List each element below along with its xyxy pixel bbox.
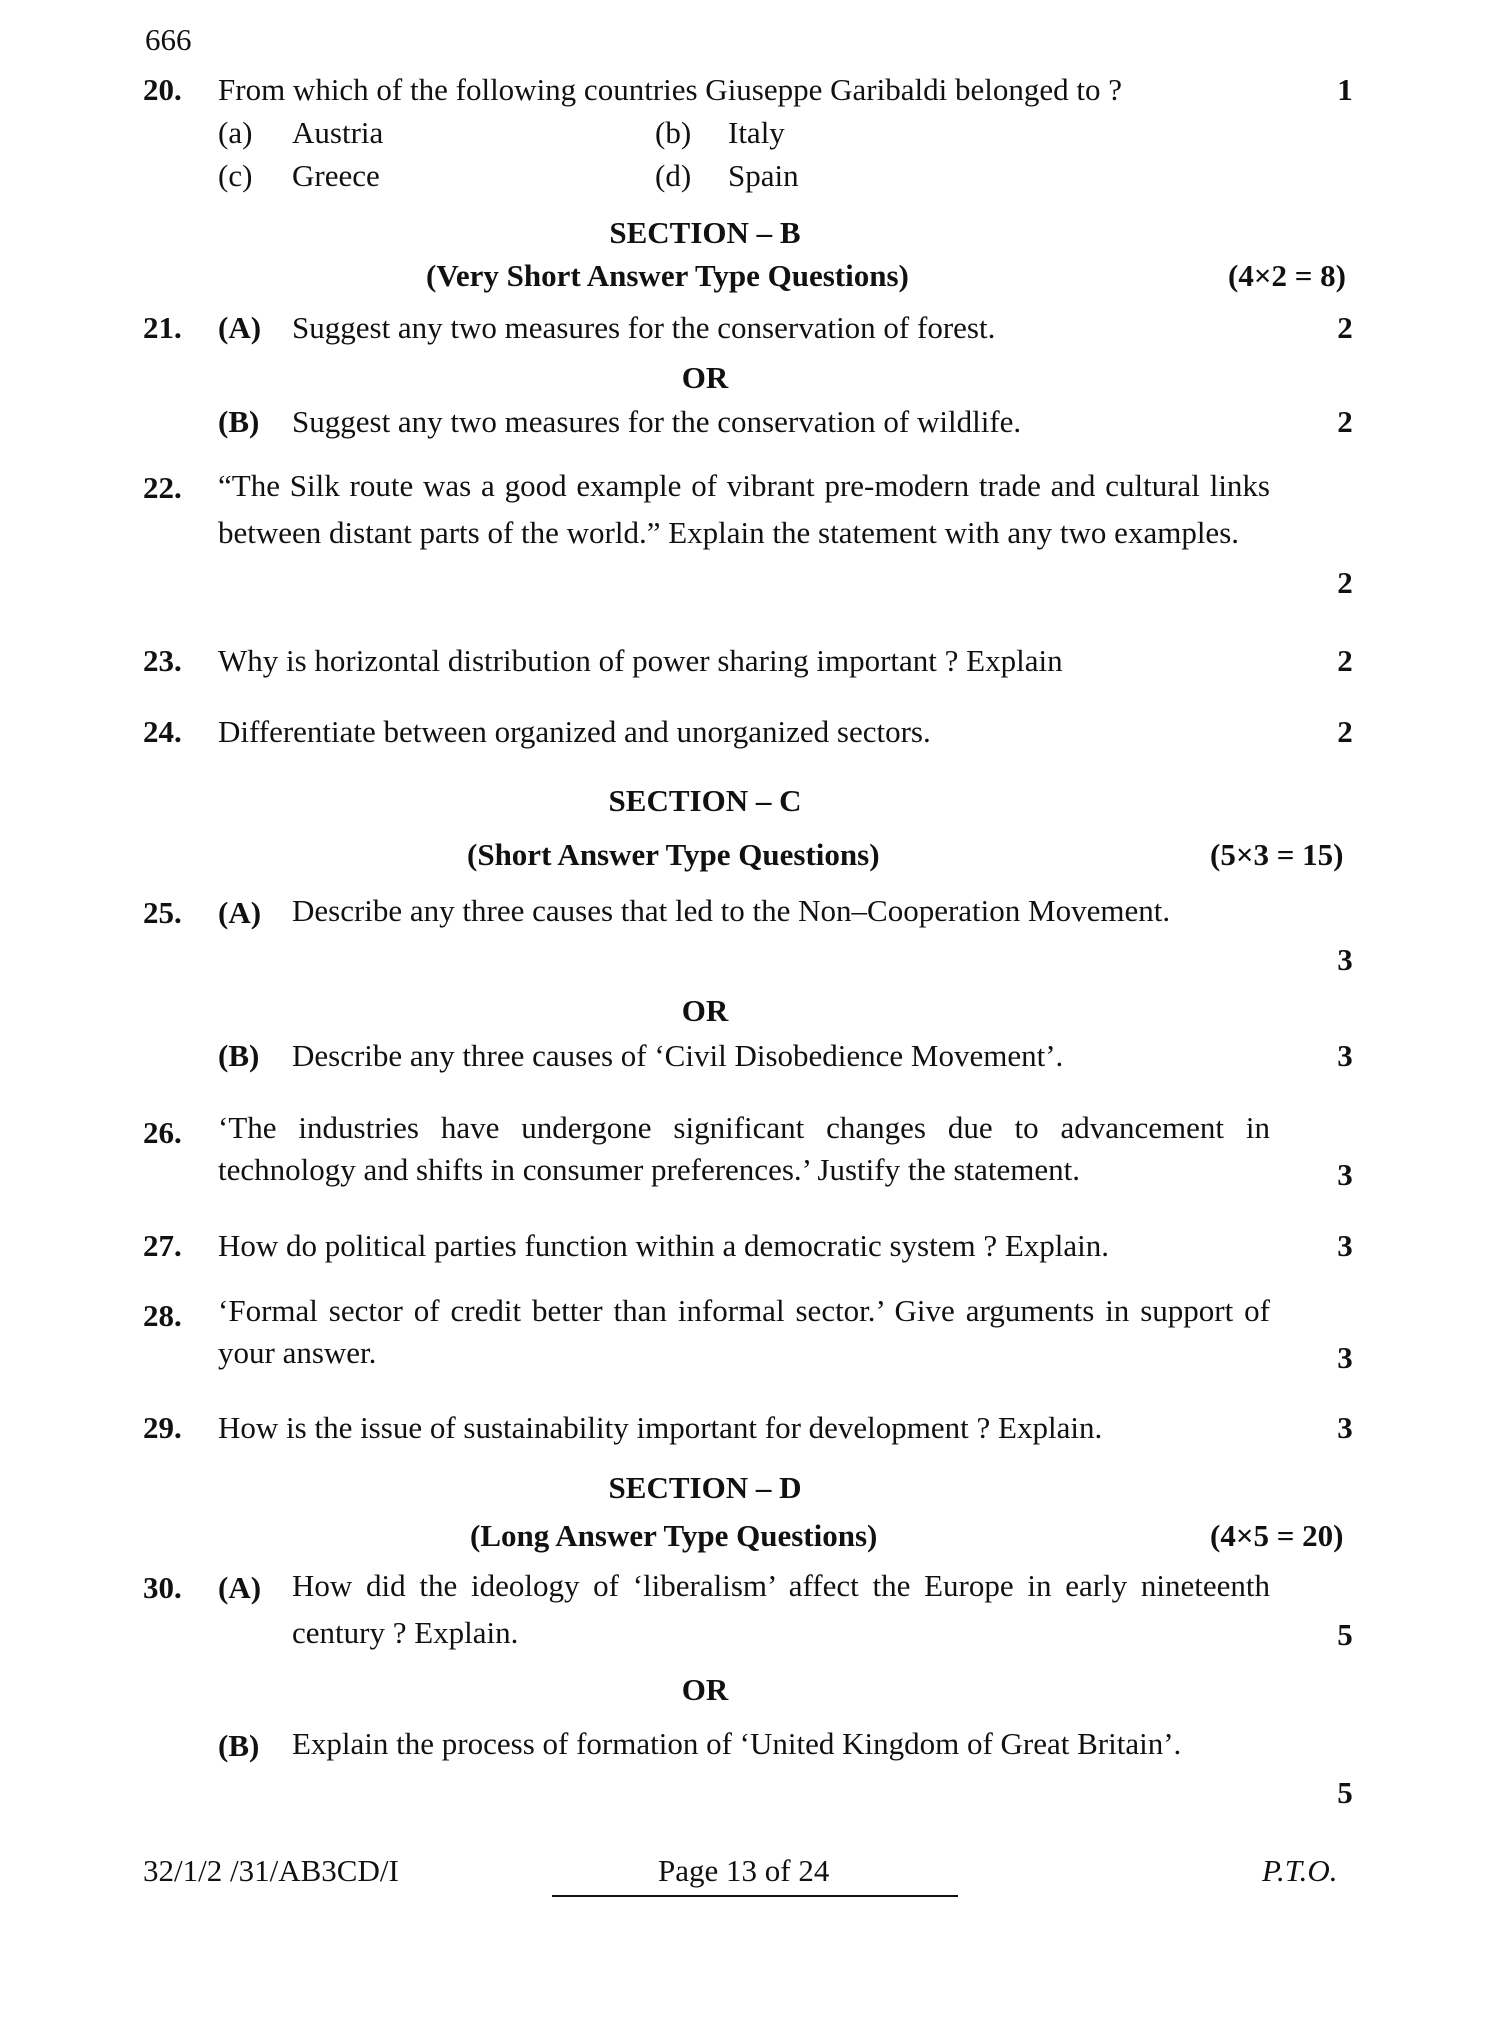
or-separator: OR xyxy=(681,360,729,395)
question-number: 30. xyxy=(143,1570,182,1605)
section-scheme: (4×5 = 20) xyxy=(1210,1518,1344,1553)
question-text: ‘The industries have undergone significant changes due to advancement in technology and shifts in consumer preferences.’ Justify the statement. xyxy=(218,1110,1270,1187)
choice-label: (B) xyxy=(218,1728,260,1763)
choice-label: (A) xyxy=(218,310,262,345)
question-text: How is the issue of sustainability important for development ? Explain. xyxy=(218,1410,1103,1445)
marks: 3 xyxy=(1337,942,1353,977)
section-subtitle: (Very Short Answer Type Questions) xyxy=(426,258,909,293)
marks: 2 xyxy=(1337,714,1353,749)
question-text: From which of the following countries Giuseppe Garibaldi belonged to ? xyxy=(218,72,1122,107)
question-text: How did the ideology of ‘liberalism’ affect the Europe in early nineteenth century ? Explain. xyxy=(292,1568,1270,1650)
footer-code: 32/1/2 /31/AB3CD/I xyxy=(143,1853,399,1888)
marks: 1 xyxy=(1337,72,1353,107)
option-label: (d) xyxy=(655,158,692,193)
section-title: SECTION – B xyxy=(609,215,801,250)
question-text: Describe any three causes of ‘Civil Disobedience Movement’. xyxy=(292,1038,1064,1073)
question-text: How do political parties function within a democratic system ? Explain. xyxy=(218,1228,1110,1263)
choice-label: (B) xyxy=(218,1038,260,1073)
marks: 5 xyxy=(1337,1617,1353,1652)
page-underline xyxy=(552,1895,958,1897)
section-scheme: (5×3 = 15) xyxy=(1210,837,1344,872)
or-separator: OR xyxy=(681,1672,729,1707)
question-number: 21. xyxy=(143,310,182,345)
question-number: 26. xyxy=(143,1115,182,1150)
section-subtitle: (Short Answer Type Questions) xyxy=(467,837,880,872)
option-text: Spain xyxy=(728,158,799,193)
question-number: 25. xyxy=(143,895,182,930)
option-label: (c) xyxy=(218,158,253,193)
marks: 3 xyxy=(1337,1228,1353,1263)
question-number: 24. xyxy=(143,714,182,749)
question-number: 23. xyxy=(143,643,182,678)
question-number: 20. xyxy=(143,72,182,107)
pto-label: P.T.O. xyxy=(1262,1853,1338,1888)
marks: 3 xyxy=(1337,1157,1353,1192)
question-text: Explain the process of formation of ‘United Kingdom of Great Britain’. xyxy=(292,1726,1182,1761)
question-text: Describe any three causes that led to the Non–Cooperation Movement. xyxy=(292,893,1171,928)
marks: 2 xyxy=(1337,565,1353,600)
section-subtitle: (Long Answer Type Questions) xyxy=(470,1518,878,1553)
or-separator: OR xyxy=(681,993,729,1028)
question-number: 29. xyxy=(143,1410,182,1445)
section-title: SECTION – C xyxy=(608,783,802,818)
paper-code: 666 xyxy=(145,22,192,57)
marks: 3 xyxy=(1337,1340,1353,1375)
section-scheme: (4×2 = 8) xyxy=(1228,258,1346,293)
section-title: SECTION – D xyxy=(608,1470,802,1505)
question-text: Suggest any two measures for the conservation of forest. xyxy=(292,310,996,345)
marks: 5 xyxy=(1337,1775,1353,1810)
choice-label: (A) xyxy=(218,895,262,930)
choice-label: (B) xyxy=(218,404,260,439)
page-number: Page 13 of 24 xyxy=(658,1853,830,1888)
option-label: (a) xyxy=(218,115,253,150)
question-number: 28. xyxy=(143,1298,182,1333)
marks: 2 xyxy=(1337,310,1353,345)
question-text: Differentiate between organized and unorganized sectors. xyxy=(218,714,931,749)
question-text: Why is horizontal distribution of power sharing important ? Explain xyxy=(218,643,1063,678)
option-text: Greece xyxy=(292,158,380,193)
marks: 3 xyxy=(1337,1410,1353,1445)
question-text: ‘Formal sector of credit better than informal sector.’ Give arguments in support of your answer. xyxy=(218,1293,1270,1370)
question-text: “The Silk route was a good example of vibrant pre-modern trade and cultural links between distant parts of the world.” Explain the statement with any two examples. xyxy=(218,468,1270,550)
choice-label: (A) xyxy=(218,1570,262,1605)
question-number: 27. xyxy=(143,1228,182,1263)
marks: 2 xyxy=(1337,404,1353,439)
option-text: Austria xyxy=(292,115,384,150)
question-number: 22. xyxy=(143,470,182,505)
question-text: Suggest any two measures for the conservation of wildlife. xyxy=(292,404,1022,439)
marks: 3 xyxy=(1337,1038,1353,1073)
option-text: Italy xyxy=(728,115,785,150)
option-label: (b) xyxy=(655,115,692,150)
marks: 2 xyxy=(1337,643,1353,678)
